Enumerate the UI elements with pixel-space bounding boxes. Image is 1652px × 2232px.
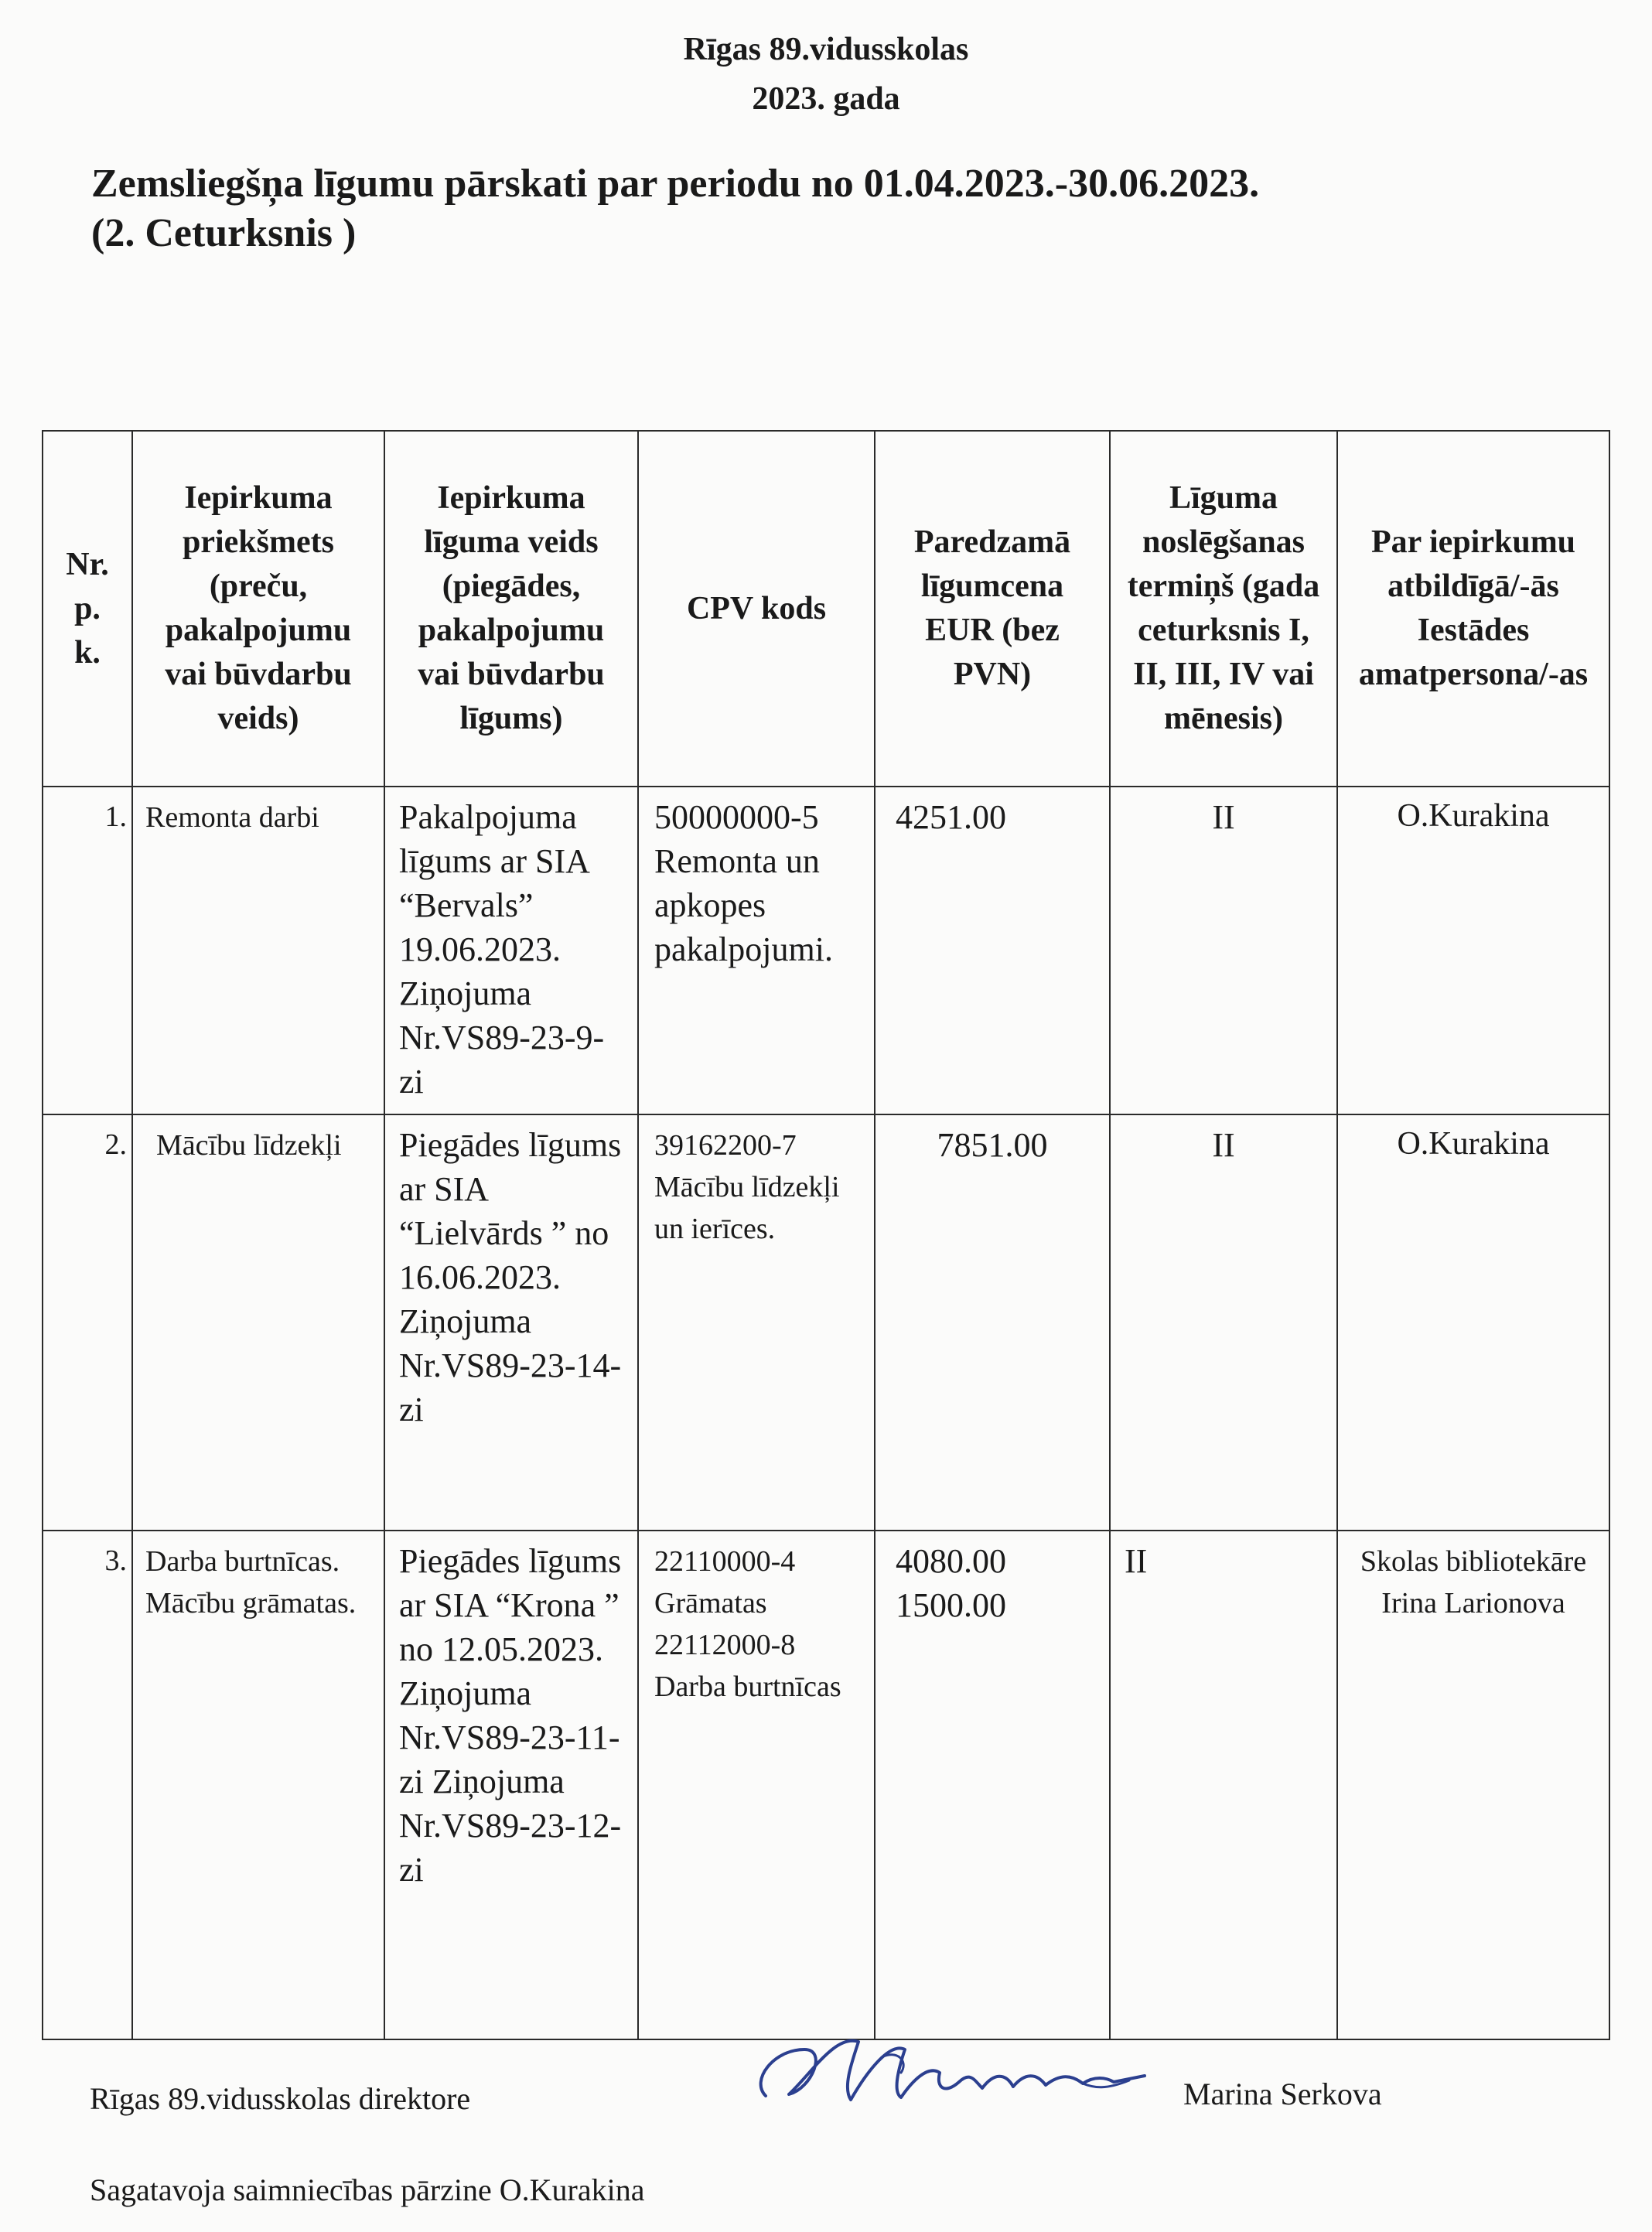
- row-term-text: II: [1212, 798, 1235, 836]
- row-term: [1110, 1531, 1337, 2039]
- col-header-price: Paredzamā līgumcena EUR (bez PVN): [875, 431, 1110, 787]
- row-number: 1.: [43, 787, 132, 1114]
- col-header-nr: Nr. p. k.: [43, 431, 132, 787]
- row-number: 2.: [43, 1114, 132, 1531]
- table-row: [43, 1531, 1609, 2039]
- row-term-text: II: [1125, 1542, 1148, 1580]
- row-contract: [384, 1114, 638, 1531]
- row-contract-text: Piegādes līgums ar SIA “Lielvārds ” no 16.06.2023. Ziņojuma Nr.VS89-23-14-zi: [399, 1126, 622, 1428]
- row-responsible-text: O.Kurakina: [1397, 1126, 1550, 1162]
- row-price-text: 4080.00 1500.00: [896, 1542, 1006, 1624]
- row-subject-text: Darba burtnīcas. Mācību grāmatas.: [145, 1545, 357, 1619]
- row-term: [1110, 1114, 1337, 1531]
- row-contract-text: Piegādes līgums ar SIA “Krona ” no 12.05.2023. Ziņojuma Nr.VS89-23-11-zi Ziņojuma Nr.VS89-23-12-zi: [399, 1542, 622, 1889]
- row-subject-text: Remonta darbi: [145, 801, 319, 834]
- row-responsible: [1337, 1531, 1609, 2039]
- table-header-row: [43, 431, 1609, 787]
- row-cpv-text: 39162200-7 Mācību līdzekļi un ierīces.: [654, 1129, 840, 1245]
- col-header-responsible: Par iepirkumu atbildīgā/-ās Iestādes amatpersona/-as: [1337, 431, 1609, 787]
- report-quarter: (2. Ceturksnis ): [91, 211, 357, 255]
- table-row: [43, 787, 1609, 1114]
- row-price: [875, 787, 1110, 1114]
- prepared-by: Sagatavoja saimniecības pārzine O.Kurakina: [90, 2172, 645, 2207]
- row-responsible-text: Skolas bibliotekāre Irina Larionova: [1360, 1545, 1587, 1619]
- row-term: [1110, 787, 1337, 1114]
- table-row: [43, 1114, 1609, 1531]
- col-header-term: Līguma noslēgšanas termiņš (gada ceturksnis I, II, III, IV vai mēnesis): [1110, 431, 1337, 787]
- row-contract: [384, 787, 638, 1114]
- col-header-subject: Iepirkuma priekšmets (preču, pakalpojumu vai būvdarbu veids): [132, 431, 384, 787]
- row-price-text: 7851.00: [937, 1126, 1048, 1164]
- row-responsible-text: O.Kurakina: [1397, 798, 1550, 834]
- report-year: 2023. gada: [752, 81, 900, 117]
- row-cpv: [638, 1114, 875, 1531]
- procurement-table: [42, 430, 1610, 2040]
- row-contract: [384, 1531, 638, 2039]
- row-cpv: [638, 787, 875, 1114]
- col-header-contract: Iepirkuma līguma veids (piegādes, pakalpojumu vai būvdarbu līgums): [384, 431, 638, 787]
- report-title: Zemsliegšņa līgumu pārskati par periodu no 01.04.2023.-30.06.2023.: [91, 162, 1260, 206]
- signature-image: [742, 2026, 1176, 2119]
- row-cpv-text: 22110000-4 Grāmatas 22112000-8 Darba burtnīcas: [654, 1545, 841, 1703]
- row-contract-text: Pakalpojuma līgums ar SIA “Bervals” 19.06.2023. Ziņojuma Nr.VS89-23-9-zi: [399, 798, 605, 1101]
- row-number: 3.: [43, 1531, 132, 2039]
- director-label: Rīgas 89.vidusskolas direktore: [90, 2081, 471, 2116]
- col-header-cpv: CPV kods: [638, 431, 875, 787]
- row-subject: [132, 787, 384, 1114]
- row-subject-text: Mācību līdzekļi: [156, 1129, 342, 1162]
- row-responsible: [1337, 787, 1609, 1114]
- row-subject: [132, 1114, 384, 1531]
- row-cpv-text: 50000000-5 Remonta un apkopes pakalpojumi.: [654, 798, 833, 968]
- row-responsible: [1337, 1114, 1609, 1531]
- school-name: Rīgas 89.vidusskolas: [683, 32, 969, 67]
- row-price-text: 4251.00: [896, 798, 1006, 836]
- row-subject: [132, 1531, 384, 2039]
- row-price: [875, 1114, 1110, 1531]
- row-price: [875, 1531, 1110, 2039]
- row-cpv: [638, 1531, 875, 2039]
- row-term-text: II: [1212, 1126, 1235, 1164]
- director-name: Marina Serkova: [1183, 2077, 1382, 2111]
